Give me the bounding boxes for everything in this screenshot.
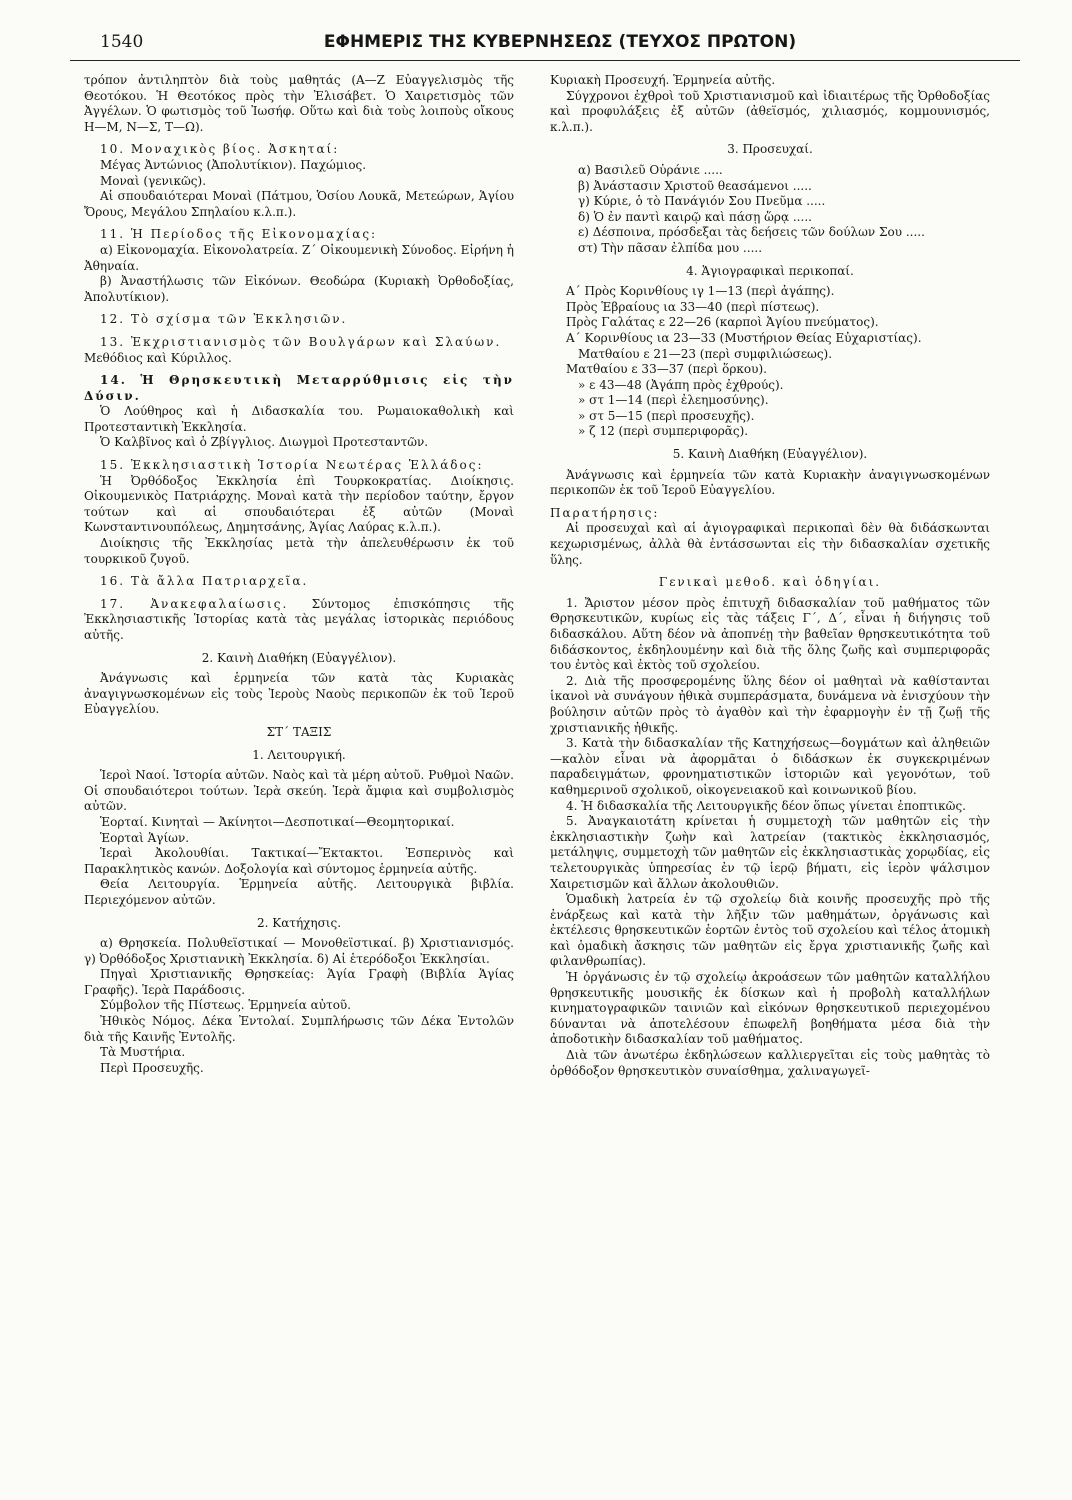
- header-rule: [70, 60, 1020, 61]
- paragraph: Ὁ Λούθηρος καὶ ἡ Διδασκαλία του. Ρωμαιοκαθολικὴ καὶ Προτεσταντικὴ Ἐκκλησία.: [84, 404, 514, 434]
- subsection-title: 2. Κατήχησις.: [256, 915, 342, 930]
- paragraph: Διὰ τῶν ἀνωτέρω ἐκδηλώσεων καλλιεργεῖται εἰς τοὺς μαθητὰς τὸ ὀρθόδοξον θρησκευτικὸν συναίσθημα, χαλιναγωγεῖ-: [550, 1048, 990, 1078]
- paragraph: Σύμβολον τῆς Πίστεως. Ἑρμηνεία αὐτοῦ.: [100, 998, 352, 1013]
- class-title: ΣΤ´ ΤΑΞΙΣ: [266, 724, 332, 739]
- section-heading-12: 12. Τὸ σχίσμα τῶν Ἐκκλησιῶν.: [100, 312, 348, 327]
- paragraph: 5. Ἀναγκαιοτάτη κρίνεται ἡ συμμετοχὴ τῶν μαθητῶν εἰς τὴν ἐκκλησιαστικὴν ζωὴν καὶ λατρείαν (τακτικὸς ἐκκλησιασμός, μετάληψις, συμμετοχὴ τῶν μαθητῶν εἰς ἐκκλησιαστικὰς χορῳδίας, εἰς τελετουργικὰς ὑπηρεσίας ἐν τῷ ἱερῷ βήματι, εἰς ἱερὸν ψάλσιμον Χαιρετισμῶν καὶ ἄλλων ἀκολουθιῶν.: [550, 814, 990, 891]
- paragraph: Ὁ Καλβῖνος καὶ ὁ Ζβίγγλιος. Διωγμοὶ Προτεσταντῶν.: [100, 435, 429, 450]
- paragraph: Σύντομος ἐπισκόπησις τῆς Ἐκκλησιαστικῆς Ἱστορίας κατὰ τὰς μεγάλας ἱστορικὰς περιόδους αὐτῆς.: [84, 596, 514, 642]
- paragraph: Ἱεροὶ Ναοί. Ἱστορία αὐτῶν. Ναὸς καὶ τὰ μέρη αὐτοῦ. Ρυθμοὶ Ναῶν. Οἱ σπουδαιότεροι τούτων. Ἱερὰ σκεύη. Ἱερὰ ἄμφια καὶ συμβολισμὸς αὐτῶν.: [84, 768, 514, 814]
- gazette-title: ΕΦΗΜΕΡΙΣ ΤΗΣ ΚΥΒΕΡΝΗΣΕΩΣ (ΤΕΥΧΟΣ ΠΡΩΤΟΝ): [323, 32, 797, 52]
- paragraph: 1. Ἄριστον μέσον πρὸς ἐπιτυχῆ διδασκαλίαν τοῦ μαθήματος τῶν Θρησκευτικῶν, κυρίως εἰς τὰς τάξεις Γ´, Δ´, εἶναι ἡ διήγησις τοῦ διδασκάλου. Αὕτη δέον νὰ ἀποπνέῃ τὴν βαθεῖαν θρησκευτικότητα τοῦ διδάσκοντος, ἐκδηλουμένην καὶ διὰ τῆς ὅλης ζωῆς καὶ συμπεριφορᾶς του ἐντὸς καὶ ἐκτὸς τοῦ σχολείου.: [550, 595, 990, 673]
- page-header: [100, 32, 1020, 56]
- observation-title: Παρατήρησις:: [550, 505, 660, 520]
- paragraph: Ἑορταὶ Ἁγίων.: [100, 830, 190, 845]
- section-heading-13: 13. Ἐκχριστιανισμὸς τῶν Βουλγάρων καὶ Σλαύων.: [100, 334, 502, 349]
- reading-item: » στ 5—15 (περὶ προσευχῆς).: [578, 408, 755, 423]
- paragraph: Περὶ Προσευχῆς.: [100, 1060, 204, 1075]
- paragraph: Ἠθικὸς Νόμος. Δέκα Ἐντολαί. Συμπλήρωσις τῶν Δέκα Ἐντολῶν διὰ τῆς Καινῆς Ἐντολῆς.: [84, 1014, 514, 1044]
- prayer-item: γ) Κύριε, ὁ τὸ Πανάγιόν Σου Πνεῦμα .....: [578, 194, 826, 209]
- paragraph: Ἡ ὀργάνωσις ἐν τῷ σχολείῳ ἀκροάσεων τῶν μαθητῶν καταλλήλου θρησκευτικῆς μουσικῆς ἐκ δίσκων καὶ ἡ προβολὴ καταλλήλων κινηματογραφικῶν ταινιῶν καὶ εἰκόνων θρησκευτικοῦ περιεχομένου δύνανται νὰ ἀποτελέσουν ἐπωφελῆ βοηθήματα μέσα διὰ τὴν ἀποδοτικὴν διδασκαλίαν τοῦ μαθήματος.: [550, 970, 990, 1047]
- subsection-title: 4. Ἁγιογραφικαὶ περικοπαί.: [686, 263, 854, 278]
- paragraph: Αἱ σπουδαιότεραι Μοναὶ (Πάτμου, Ὁσίου Λουκᾶ, Μετεώρων, Ἁγίου Ὄρους, Μεγάλου Σπηλαίου κ.λ.π.).: [84, 189, 514, 219]
- paragraph: 3. Κατὰ τὴν διδασκαλίαν τῆς Κατηχήσεως—δογμάτων καὶ ἀληθειῶν—καλὸν εἶναι νὰ ἀφορμᾶται ὁ διδάσκων ἐκ συγκεκριμένων παραδειγμάτων, φρονηματιστικῶν ἱστοριῶν καὶ γεγονότων, τοῦ καθημερινοῦ σχολικοῦ, οἰκογενειακοῦ καὶ κοινωνικοῦ βίου.: [550, 736, 990, 797]
- prayer-item: ε) Δέσποινα, πρόσδεξαι τὰς δεήσεις τῶν δούλων Σου .....: [578, 225, 925, 240]
- reading-item: Πρὸς Ἑβραίους ια 33—40 (περὶ πίστεως).: [566, 299, 820, 314]
- subsection-title: 1. Λειτουργική.: [252, 747, 346, 762]
- paragraph: Ἑορταί. Κινηταὶ — Ἀκίνητοι—Δεσποτικαί—Θεομητορικαί.: [100, 814, 455, 829]
- paragraph: Ὁμαδικὴ λατρεία ἐν τῷ σχολείῳ διὰ κοινῆς προσευχῆς πρὸ τῆς ἐνάρξεως καὶ κατὰ τὴν λῆξιν τῶν μαθημάτων, ὀργάνωσις καὶ ἐκτέλεσις θρησκευτικῶν ἑορτῶν ἐντὸς τοῦ σχολείου καὶ τέλος ἀτομικὴ καὶ ὁμαδικὴ ἄσκησις τῶν μαθητῶν εἰς ἔργα χριστιανικῆς ζωῆς καὶ φιλανθρωπίας).: [550, 892, 990, 969]
- reading-item: » στ 1—14 (περὶ ἐλεημοσύνης).: [578, 393, 769, 408]
- left-column: [84, 73, 514, 1076]
- prayer-item: α) Βασιλεῦ Οὐράνιε .....: [578, 162, 723, 177]
- reading-item: Α´ Πρὸς Κορινθίους ιγ 1—13 (περὶ ἀγάπης).: [566, 284, 835, 299]
- paragraph: τρόπον ἀντιληπτὸν διὰ τοὺς μαθητάς (Α—Ζ Εὐαγγελισμὸς τῆς Θεοτόκου. Ἡ Θεοτόκος πρὸς τὴν Ἐλισάβετ. Ὁ Χαιρετισμὸς τῶν Ἀγγέλων. Ὁ φωτισμὸς τοῦ Ἰωσήφ. Οὕτω καὶ διὰ τοὺς λοιποὺς οἴκους Η—Μ, Ν—Σ, Τ—Ω).: [84, 73, 514, 134]
- paragraph: 4. Ἡ διδασκαλία τῆς Λειτουργικῆς δέον ὅπως γίνεται ἐποπτικῶς.: [566, 798, 966, 813]
- paragraph: Μεθόδιος καὶ Κύριλλος.: [84, 350, 232, 365]
- reading-item: Ματθαίου ε 33—37 (περὶ ὅρκου).: [566, 362, 767, 377]
- reading-item: Πρὸς Γαλάτας ε 22—26 (καρποὶ Ἁγίου πνεύματος).: [566, 315, 879, 330]
- section-heading-17: 17. Ἀνακεφαλαίωσις.: [100, 596, 289, 611]
- paragraph: Σύγχρονοι ἐχθροὶ τοῦ Χριστιανισμοῦ καὶ ἰδιαιτέρως τῆς Ὀρθοδοξίας καὶ προφυλάξεις ἐξ αὐτῶν (ἀθεϊσμός, χιλιασμός, κομμουνισμός, κ.λ.π.).: [550, 88, 990, 134]
- paragraph: Πηγαὶ Χριστιανικῆς Θρησκείας: Ἁγία Γραφὴ (Βιβλία Ἁγίας Γραφῆς). Ἱερὰ Παράδοσις.: [84, 967, 514, 997]
- paragraph: Ἀνάγνωσις καὶ ἑρμηνεία τῶν κατὰ τὰς Κυριακὰς ἀναγιγνωσκομένων εἰς τοὺς Ἱεροὺς Ναοὺς περικοπῶν ἐκ τοῦ Ἱεροῦ Εὐαγγελίου.: [84, 671, 514, 717]
- paragraph: Ἡ Ὀρθόδοξος Ἐκκλησία ἐπὶ Τουρκοκρατίας. Διοίκησις. Οἰκουμενικὸς Πατριάρχης. Μοναὶ κατὰ τὴν περίοδον ταύτην, ἔργον τούτων καὶ αἱ σπουδαιότεραι ἐξ αὐτῶν (Μοναὶ Κωνσταντινουπόλεως, Δημητσάνης, Ἁγίας Λαύρας κ.λ.π.).: [84, 473, 514, 535]
- paragraph: α) Θρησκεία. Πολυθεϊστικαί — Μονοθεϊστικαί. β) Χριστιανισμός. γ) Ὀρθόδοξος Χριστιανικὴ Ἐκκλησία. δ) Αἱ ἑτερόδοξοι Ἐκκλησίαι.: [84, 936, 514, 966]
- guidelines-title: Γενικαὶ μεθοδ. καὶ ὁδηγίαι.: [658, 575, 882, 590]
- prayer-item: β) Ἀνάστασιν Χριστοῦ θεασάμενοι .....: [578, 178, 812, 193]
- paragraph: Θεία Λειτουργία. Ἑρμηνεία αὐτῆς. Λειτουργικὰ βιβλία. Περιεχόμενον αὐτῶν.: [84, 877, 514, 907]
- subsection-title: 2. Καινὴ Διαθήκη (Εὐαγγέλιον).: [201, 650, 397, 665]
- page-number: 1540: [100, 32, 144, 52]
- paragraph: Ἱεραὶ Ἀκολουθίαι. Τακτικαί—Ἔκτακτοι. Ἑσπερινὸς καὶ Παρακλητικὸς κανών. Δοξολογία καὶ σύντομος ἑρμηνεία αὐτῆς.: [84, 846, 514, 876]
- paragraph: α) Εἰκονομαχία. Εἰκονολατρεία. Ζ´ Οἰκουμενικὴ Σύνοδος. Εἰρήνη ἡ Ἀθηναία.: [84, 242, 514, 273]
- paragraph: β) Ἀναστήλωσις τῶν Εἰκόνων. Θεοδώρα (Κυριακὴ Ὀρθοδοξίας, Ἀπολυτίκιον).: [84, 274, 514, 304]
- paragraph: Μοναὶ (γενικῶς).: [100, 173, 207, 188]
- reading-item: » ε 43—48 (Ἀγάπη πρὸς ἐχθρούς).: [578, 377, 784, 392]
- prayer-item: δ) Ὁ ἐν παντὶ καιρῷ καὶ πάσῃ ὥρᾳ .....: [578, 209, 812, 224]
- prayer-item: στ) Τὴν πᾶσαν ἐλπίδα μου .....: [578, 240, 763, 255]
- section-heading-16: 16. Τὰ ἄλλα Πατριαρχεῖα.: [100, 574, 309, 589]
- section-heading-10: 10. Μοναχικὸς βίος. Ἀσκηταί:: [100, 142, 340, 157]
- subsection-title: 3. Προσευχαί.: [727, 142, 813, 157]
- section-heading-14: 14. Ἡ Θρησκευτικὴ Μεταρρύθμισις εἰς τὴν Δύσιν.: [84, 373, 514, 403]
- paragraph: 2. Διὰ τῆς προσφερομένης ὕλης δέον οἱ μαθηταὶ νὰ καθίστανται ἱκανοὶ νὰ συνάγουν ἠθικὰ συμπεράσματα, δυνάμενα νὰ ἐνισχύουν τὴν βούλησιν αὐτῶν πρὸς τὸ ἀγαθὸν καὶ τὴν ἐφαρμογὴν ἐν τῇ ζωῇ τῆς χριστιανικῆς ἠθικῆς.: [550, 673, 990, 735]
- reading-item: » ζ 12 (περὶ συμπεριφορᾶς).: [578, 424, 749, 439]
- paragraph: Ἀνάγνωσις καὶ ἑρμηνεία τῶν κατὰ Κυριακὴν ἀναγιγνωσκομένων περικοπῶν ἐκ τοῦ Ἱεροῦ Εὐαγγελίου.: [550, 467, 990, 498]
- right-column: [550, 73, 990, 1079]
- subsection-title: 5. Καινὴ Διαθήκη (Εὐαγγέλιον).: [672, 447, 868, 462]
- paragraph: Αἱ προσευχαὶ καὶ αἱ ἁγιογραφικαὶ περικοπαὶ δὲν θὰ διδάσκωνται κεχωρισμένως, ἀλλὰ θὰ ἐντάσσωνται εἰς τὴν διδασκαλίαν σχετικῆς ὕλης.: [550, 521, 990, 567]
- section-heading-11: 11. Ἡ Περίοδος τῆς Εἰκονομαχίας:: [100, 227, 378, 242]
- paragraph: Διοίκησις τῆς Ἐκκλησίας μετὰ τὴν ἀπελευθέρωσιν ἐκ τοῦ τουρκικοῦ ζυγοῦ.: [84, 536, 514, 566]
- reading-item: Ματθαίου ε 21—23 (περὶ συμφιλιώσεως).: [578, 346, 833, 361]
- paragraph: Μέγας Ἀντώνιος (Ἀπολυτίκιον). Παχώμιος.: [100, 157, 367, 172]
- paragraph: Τὰ Μυστήρια.: [100, 1045, 186, 1060]
- reading-item: Α´ Κορινθίους ια 23—33 (Μυστήριον Θείας Εὐχαριστίας).: [566, 330, 922, 345]
- section-heading-15: 15. Ἐκκλησιαστικὴ Ἱστορία Νεωτέρας Ἑλλάδος:: [100, 458, 484, 473]
- paragraph: Κυριακὴ Προσευχή. Ἑρμηνεία αὐτῆς.: [550, 73, 776, 87]
